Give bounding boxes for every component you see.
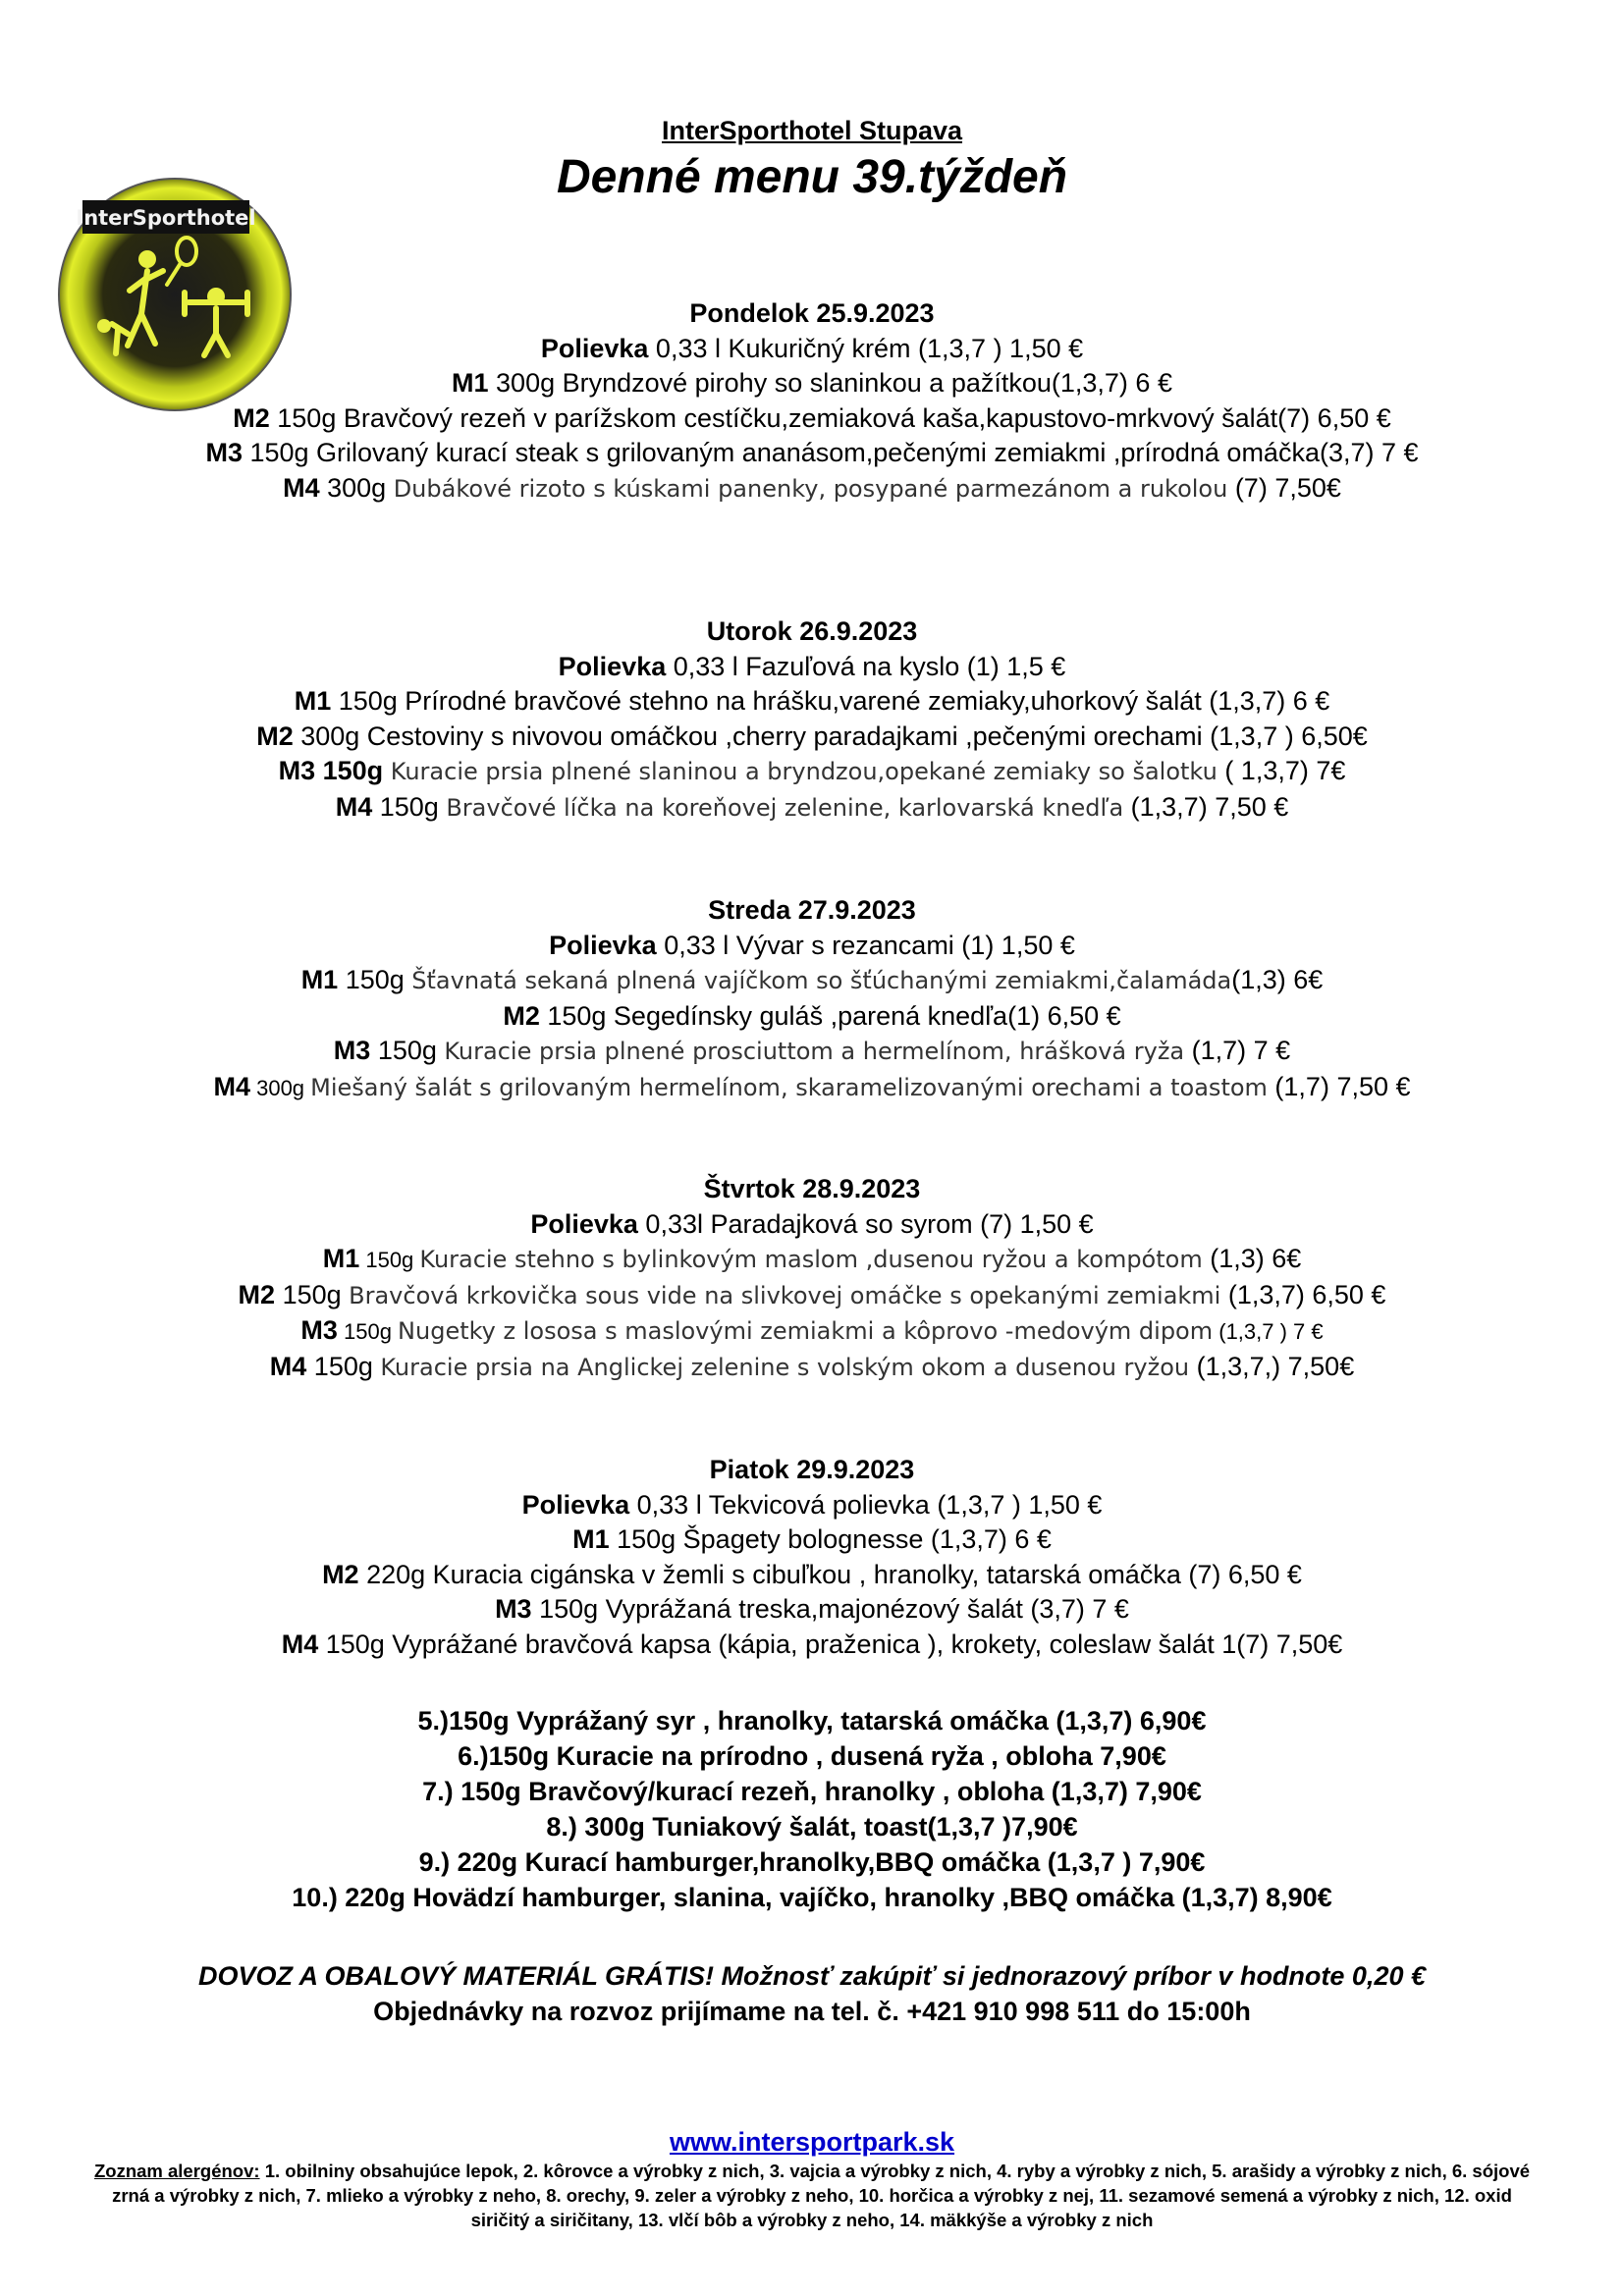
- item-text: 150g Segedínsky guláš ,parená knedľa(1) 6,50 €: [539, 1000, 1121, 1031]
- item-text: 150g Špagety bolognesse (1,3,7) 6 €: [609, 1524, 1052, 1555]
- item-label: M3: [300, 1315, 338, 1346]
- item-label: M4: [283, 472, 320, 503]
- special-item: 5.)150g Vyprážaný syr , hranolky, tatarská omáčka (1,3,7) 6,90€: [417, 1706, 1207, 1735]
- item-text: 150g Grilovaný kurací steak s grilovaným ananásom,pečenými zemiakmi ,prírodná omáčka(3,7) 7 €: [242, 438, 1419, 468]
- menu-item-m3: [0, 1592, 1624, 1628]
- item-text: Miešaný šalát s grilovaným hermelínom, skaramelizovanými orechami a toastom: [310, 1073, 1268, 1101]
- soup-line: [0, 1207, 1624, 1243]
- item-label: M3: [333, 1036, 371, 1066]
- soup-text: 0,33 l Fazuľová na kyslo (1) 1,5 €: [666, 651, 1066, 681]
- item-text: 300g Cestoviny s nivovou omáčkou ,cherry paradajkami ,pečenými orechami (1,3,7 ) 6,50€: [293, 721, 1368, 751]
- specials-list: [0, 1703, 1624, 1915]
- item-label: M2: [256, 721, 294, 751]
- day-wednesday: [0, 893, 1624, 1106]
- item-weight: 300g: [319, 472, 394, 503]
- item-label: M4: [213, 1071, 250, 1101]
- item-text: Bravčová krkovička sous vide na slivkovej omáčke s opekanými zemiakmi: [349, 1281, 1221, 1309]
- soup-label: Polievka: [558, 651, 667, 681]
- item-label: M4: [335, 791, 373, 822]
- soup-line: [0, 332, 1624, 367]
- item-label: M4: [281, 1629, 319, 1659]
- soup-line: [0, 1488, 1624, 1523]
- menu-item-m2: [0, 1558, 1624, 1593]
- item-weight: 150g: [372, 791, 447, 822]
- item-weight: 150g: [275, 1279, 350, 1309]
- soup-label: Polievka: [530, 1208, 638, 1239]
- item-weight: 150g: [338, 965, 412, 995]
- item-text: 150g Vyprážané bravčová kapsa (kápia, praženica ), krokety, coleslaw šalát 1(7) 7,50€: [318, 1629, 1343, 1659]
- item-price: (1,3,7) 7,50 €: [1123, 791, 1289, 822]
- item-price: (7) 7,50€: [1227, 472, 1341, 503]
- item-text: 300g Bryndzové pirohy so slaninkou a pažítkou(1,3,7) 6 €: [488, 368, 1172, 399]
- menu-item-m4: [0, 1070, 1624, 1106]
- item-text: Kuracie stehno s bylinkovým maslom ,dusenou ryžou a kompótom: [419, 1246, 1203, 1274]
- delivery-info: [0, 1958, 1624, 2029]
- item-weight: 150g: [370, 1036, 445, 1066]
- item-price: (1,3,7,) 7,50€: [1189, 1351, 1355, 1381]
- menu-item-m2: [0, 1278, 1624, 1314]
- item-label: M1: [452, 368, 489, 399]
- day-title: Štvrtok 28.9.2023: [703, 1174, 921, 1203]
- item-weight: 300g: [249, 1075, 311, 1100]
- item-label: M1: [322, 1244, 360, 1274]
- item-price: (1,7) 7,50 €: [1267, 1071, 1411, 1101]
- day-title: Utorok 26.9.2023: [706, 616, 918, 646]
- menu-item-m2: [0, 720, 1624, 755]
- item-price: (1,3) 6€: [1202, 1244, 1302, 1274]
- menu-item-m1: [0, 366, 1624, 401]
- menu-item-m1: [0, 1242, 1624, 1278]
- item-text: Šťavnatá sekaná plnená vajíčkom so šťúchanými zemiakmi,čalamáda: [411, 967, 1232, 995]
- soup-line: [0, 650, 1624, 685]
- day-monday: [0, 296, 1624, 507]
- menu-item-m2: [0, 401, 1624, 437]
- special-item: 10.) 220g Hovädzí hamburger, slanina, vajíčko, hranolky ,BBQ omáčka (1,3,7) 8,90€: [292, 1883, 1332, 1912]
- item-label: M4: [269, 1351, 307, 1381]
- item-label: M1: [572, 1524, 610, 1555]
- item-label: M3 150g: [278, 756, 384, 786]
- item-text: 150g Prírodné bravčové stehno na hrášku,varené zemiaky,uhorkový šalát (1,3,7) 6 €: [331, 686, 1330, 717]
- soup-text: 0,33 l Tekvicová polievka (1,3,7 ) 1,50 €: [629, 1489, 1103, 1520]
- item-label: M2: [322, 1559, 359, 1589]
- allergen-list: [88, 2159, 1536, 2232]
- day-tuesday: [0, 614, 1624, 827]
- day-title: Pondelok 25.9.2023: [689, 298, 935, 328]
- item-price: ( 1,3,7) 7€: [1217, 756, 1346, 786]
- soup-text: 0,33 l Vývar s rezancami (1) 1,50 €: [656, 930, 1075, 960]
- menu-item-m4: [0, 1350, 1624, 1386]
- item-text: 150g Vyprážaná treska,majonézový šalát (3,7) 7 €: [531, 1594, 1129, 1625]
- item-price: (1,3) 6€: [1231, 965, 1324, 995]
- special-item: 8.) 300g Tuniakový šalát, toast(1,3,7 )7,90€: [546, 1812, 1078, 1842]
- item-text: Nugetky z lososa s maslovými zemiakmi a kôprovo -medovým dipom: [398, 1317, 1214, 1346]
- item-weight: 150g: [337, 1319, 399, 1345]
- soup-label: Polievka: [521, 1489, 630, 1520]
- week-title: Denné menu 39.týždeň: [556, 151, 1068, 203]
- delivery-note: DOVOZ A OBALOVÝ MATERIÁL GRÁTIS! Možnosť zakúpiť si jednorazový príbor v hodnote 0,20 €: [198, 1961, 1426, 1991]
- item-weight: 150g: [359, 1248, 420, 1273]
- menu-item-m3: [0, 1313, 1624, 1350]
- website-link[interactable]: www.intersportpark.sk: [669, 2127, 955, 2157]
- item-text: Kuracie prsia plnené prosciuttom a hermelínom, hrášková ryža: [444, 1038, 1185, 1066]
- item-price: (1,7) 7 €: [1184, 1036, 1291, 1066]
- soup-label: Polievka: [540, 333, 649, 363]
- item-label: M2: [503, 1000, 540, 1031]
- hotel-name: InterSporthotel Stupava: [661, 116, 963, 145]
- menu-header: [0, 111, 1624, 205]
- menu-item-m3: [0, 1034, 1624, 1070]
- item-label: M1: [300, 965, 339, 995]
- menu-item-m2: [0, 999, 1624, 1035]
- item-text: Kuracie prsia plnené slaninou a bryndzou,opekané zemiaky so šalotku: [383, 758, 1218, 786]
- menu-item-m1: [0, 684, 1624, 720]
- soup-line: [0, 929, 1624, 964]
- item-text: Kuracie prsia na Anglickej zelenine s volským okom a dusenou ryžou: [380, 1353, 1190, 1381]
- allergen-text: 1. obilniny obsahujúce lepok, 2. kôrovce a výrobky z nich, 3. vajcia a výrobky z nich, 4. ryby a výrobky z nich, 5. arašidy a výrobky z nich, 6. sójové zrná a výrobky z nich, 7. mlieko a výrobky z neho, 8. orechy, 9. zeler a výrobky z neho, 10. horčica a výrobky z nej, 11. sezamové semená a výrobky z nich, 12. oxid siričitý a siričitany, 13. vlčí bôb a výrobky z neho, 14. mäkkýše a výrobky z nich: [112, 2161, 1531, 2230]
- soup-text: 0,33l Paradajková so syrom (7) 1,50 €: [637, 1208, 1094, 1239]
- day-title: Streda 27.9.2023: [708, 895, 916, 925]
- item-label: M2: [238, 1279, 276, 1309]
- item-text: Dubákové rizoto s kúskami panenky, posypané parmezánom a rukolou: [393, 474, 1228, 503]
- item-label: M2: [233, 402, 270, 433]
- soup-label: Polievka: [549, 930, 657, 960]
- menu-item-m4: [0, 1628, 1624, 1663]
- menu-item-m1: [0, 963, 1624, 999]
- day-title: Piatok 29.9.2023: [709, 1455, 915, 1484]
- logo-text: InterSporthotel: [76, 206, 256, 230]
- item-text: 150g Bravčový rezeň v parížskom cestíčku,zemiaková kaša,kapustovo-mrkvový šalát(7) 6,50 €: [269, 402, 1391, 433]
- menu-item-m4: [0, 471, 1624, 507]
- special-item: 9.) 220g Kurací hamburger,hranolky,BBQ omáčka (1,3,7 ) 7,90€: [418, 1847, 1206, 1877]
- item-label: M3: [205, 438, 243, 468]
- special-item: 7.) 150g Bravčový/kurací rezeň, hranolky , obloha (1,3,7) 7,90€: [422, 1777, 1202, 1806]
- order-phone: Objednávky na rozvoz prijímame na tel. č. +421 910 998 511 do 15:00h: [373, 1997, 1251, 2026]
- soup-text: 0,33 l Kukuričný krém (1,3,7 ) 1,50 €: [648, 333, 1084, 363]
- menu-item-m3: [0, 754, 1624, 790]
- item-label: M3: [495, 1594, 532, 1625]
- item-label: M1: [294, 686, 332, 717]
- item-text: 220g Kuracia cigánska v žemli s cibuľkou , hranolky, tatarská omáčka (7) 6,50 €: [358, 1559, 1302, 1589]
- item-text: Bravčové líčka na koreňovej zelenine, karlovarská knedľa: [446, 793, 1124, 822]
- menu-item-m1: [0, 1522, 1624, 1558]
- day-thursday: [0, 1172, 1624, 1386]
- menu-item-m3: [0, 436, 1624, 471]
- item-weight: 150g: [306, 1351, 381, 1381]
- day-friday: [0, 1453, 1624, 1663]
- special-item: 6.)150g Kuracie na prírodno , dusená ryža , obloha 7,90€: [458, 1741, 1166, 1771]
- item-price: (1,3,7 ) 7 €: [1213, 1319, 1324, 1345]
- allergen-label: Zoznam alergénov:: [93, 2161, 260, 2181]
- item-price: (1,3,7) 6,50 €: [1220, 1279, 1386, 1309]
- menu-item-m4: [0, 790, 1624, 827]
